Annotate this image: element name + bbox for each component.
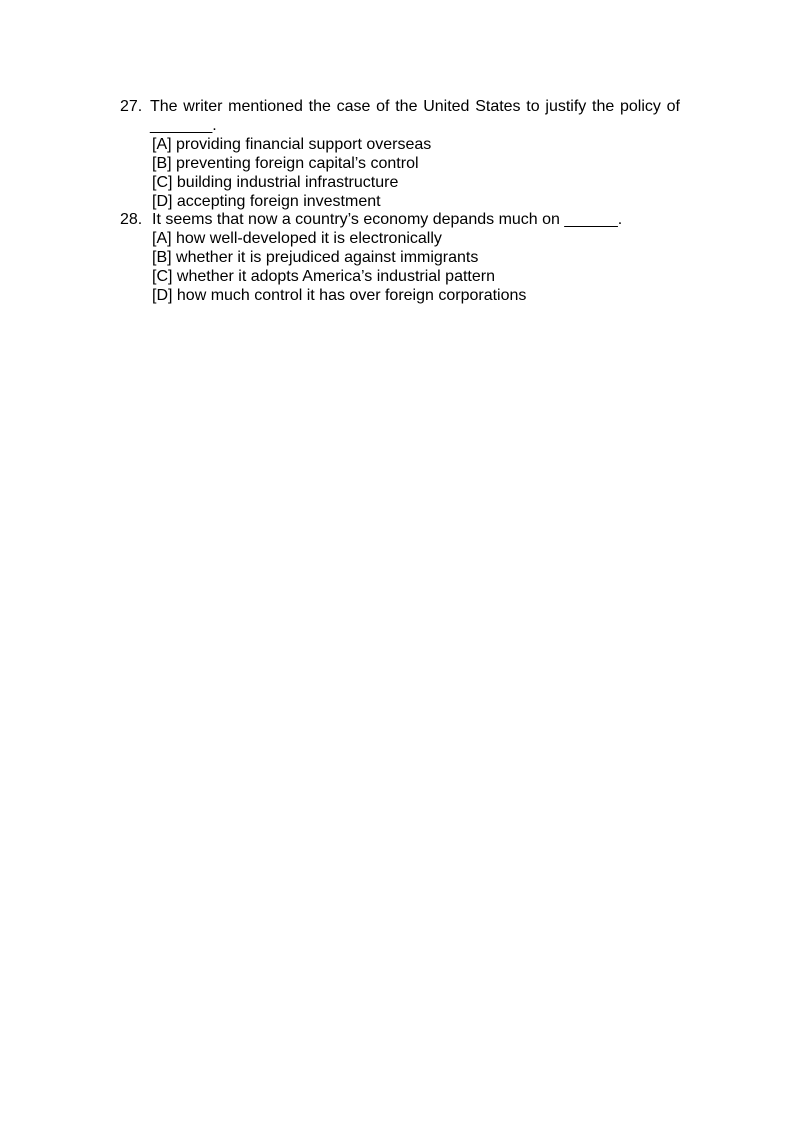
- question-28-number: 28.: [120, 211, 143, 228]
- question-27-option-b: [B] preventing foreign capital’s control: [152, 155, 419, 172]
- question-27-option-a: [A] providing financial support overseas: [152, 136, 432, 153]
- question-27-number: 27.: [120, 98, 143, 115]
- question-27-stem-line: The writer mentioned the case of the United States to justify the policy of: [150, 98, 680, 115]
- question-28-option-a: [A] how well-developed it is electronically: [152, 230, 442, 247]
- question-28-option-c: [C] whether it adopts America’s industrial pattern: [152, 268, 495, 285]
- question-27-stem: [150, 97, 680, 135]
- question-27-option-c: [C] building industrial infrastructure: [152, 174, 399, 191]
- question-27-blank: _______.: [150, 117, 217, 134]
- question-27-option-d: [D] accepting foreign investment: [152, 193, 381, 210]
- question-28-option-d: [D] how much control it has over foreign corporations: [152, 287, 527, 304]
- question-28-stem: It seems that now a country’s economy depands much on ______.: [152, 211, 623, 228]
- question-28-option-b: [B] whether it is prejudiced against immigrants: [152, 249, 479, 266]
